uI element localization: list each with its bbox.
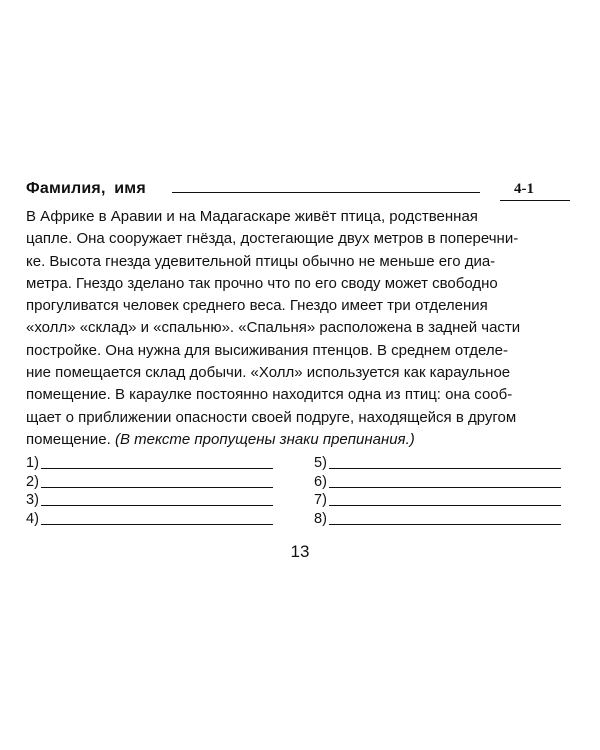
answer-number: 4) [26, 510, 39, 527]
text-line: постройке. Она нужна для высиживания птенцов. В среднем отделе- [26, 341, 508, 359]
answer-number: 1) [26, 455, 39, 471]
answer-row [314, 455, 574, 474]
answer-row [314, 474, 574, 493]
answer-blank-line[interactable] [329, 524, 561, 525]
text-line: «холл» «склад» и «спальню». «Спальня» расположена в задней части [26, 319, 521, 337]
answer-blank-line[interactable] [41, 505, 273, 506]
text-line: метра. Гнездо зделано так прочно что по его своду может свободно [26, 274, 498, 292]
answer-blank-line[interactable] [329, 505, 561, 506]
exercise-text [26, 206, 586, 451]
page-number: 13 [290, 542, 310, 561]
answer-blank-line[interactable] [41, 468, 273, 469]
text-line-start: помещение. [26, 430, 115, 448]
answer-number: 3) [26, 492, 39, 508]
answer-row [314, 492, 574, 511]
exercise-code: 4-1 [514, 181, 534, 197]
answer-blank-line[interactable] [41, 487, 273, 488]
text-line: ние помещается склад добычи. «Холл» используется как караульное [26, 364, 511, 382]
name-blank-line[interactable] [172, 192, 480, 193]
answer-row [26, 455, 286, 474]
instruction-note: (В тексте пропущены знаки препинания.) [114, 430, 415, 448]
text-line: ке. Высота гнезда удевительной птицы обычно не меньше его диа- [26, 252, 496, 270]
exercise-code-box [500, 180, 570, 201]
answer-number: 5) [314, 455, 327, 471]
answer-column-left [26, 455, 286, 529]
text-line: прогуливатся человек среднего веса. Гнездо имеет три отделения [26, 297, 488, 315]
answer-number: 6) [314, 473, 327, 490]
answer-row [26, 511, 286, 530]
answer-row [26, 492, 286, 511]
answer-number: 7) [314, 492, 327, 508]
answer-row [314, 511, 574, 530]
answer-number: 2) [26, 473, 39, 490]
text-line: щает о приближении опасности своей подруге, находящейся в другом [26, 408, 517, 426]
name-label: Фамилия, имя [26, 180, 146, 197]
text-line-last [26, 429, 586, 451]
text-line: В Африке в Аравии и на Мадагаскаре живёт птица, родственная [26, 208, 478, 225]
answer-blank-line[interactable] [329, 487, 561, 488]
text-line: помещение. В караулке постоянно находится одна из птиц: она сооб- [26, 386, 513, 404]
student-header [26, 180, 574, 202]
answer-blank-line[interactable] [329, 468, 561, 469]
answer-row [26, 474, 286, 493]
answer-blank-line[interactable] [41, 524, 273, 525]
answer-number: 8) [314, 510, 327, 527]
text-line: цапле. Она сооружает гнёзда, достегающие двух метров в поперечни- [26, 230, 519, 248]
answer-column-right [314, 455, 574, 529]
